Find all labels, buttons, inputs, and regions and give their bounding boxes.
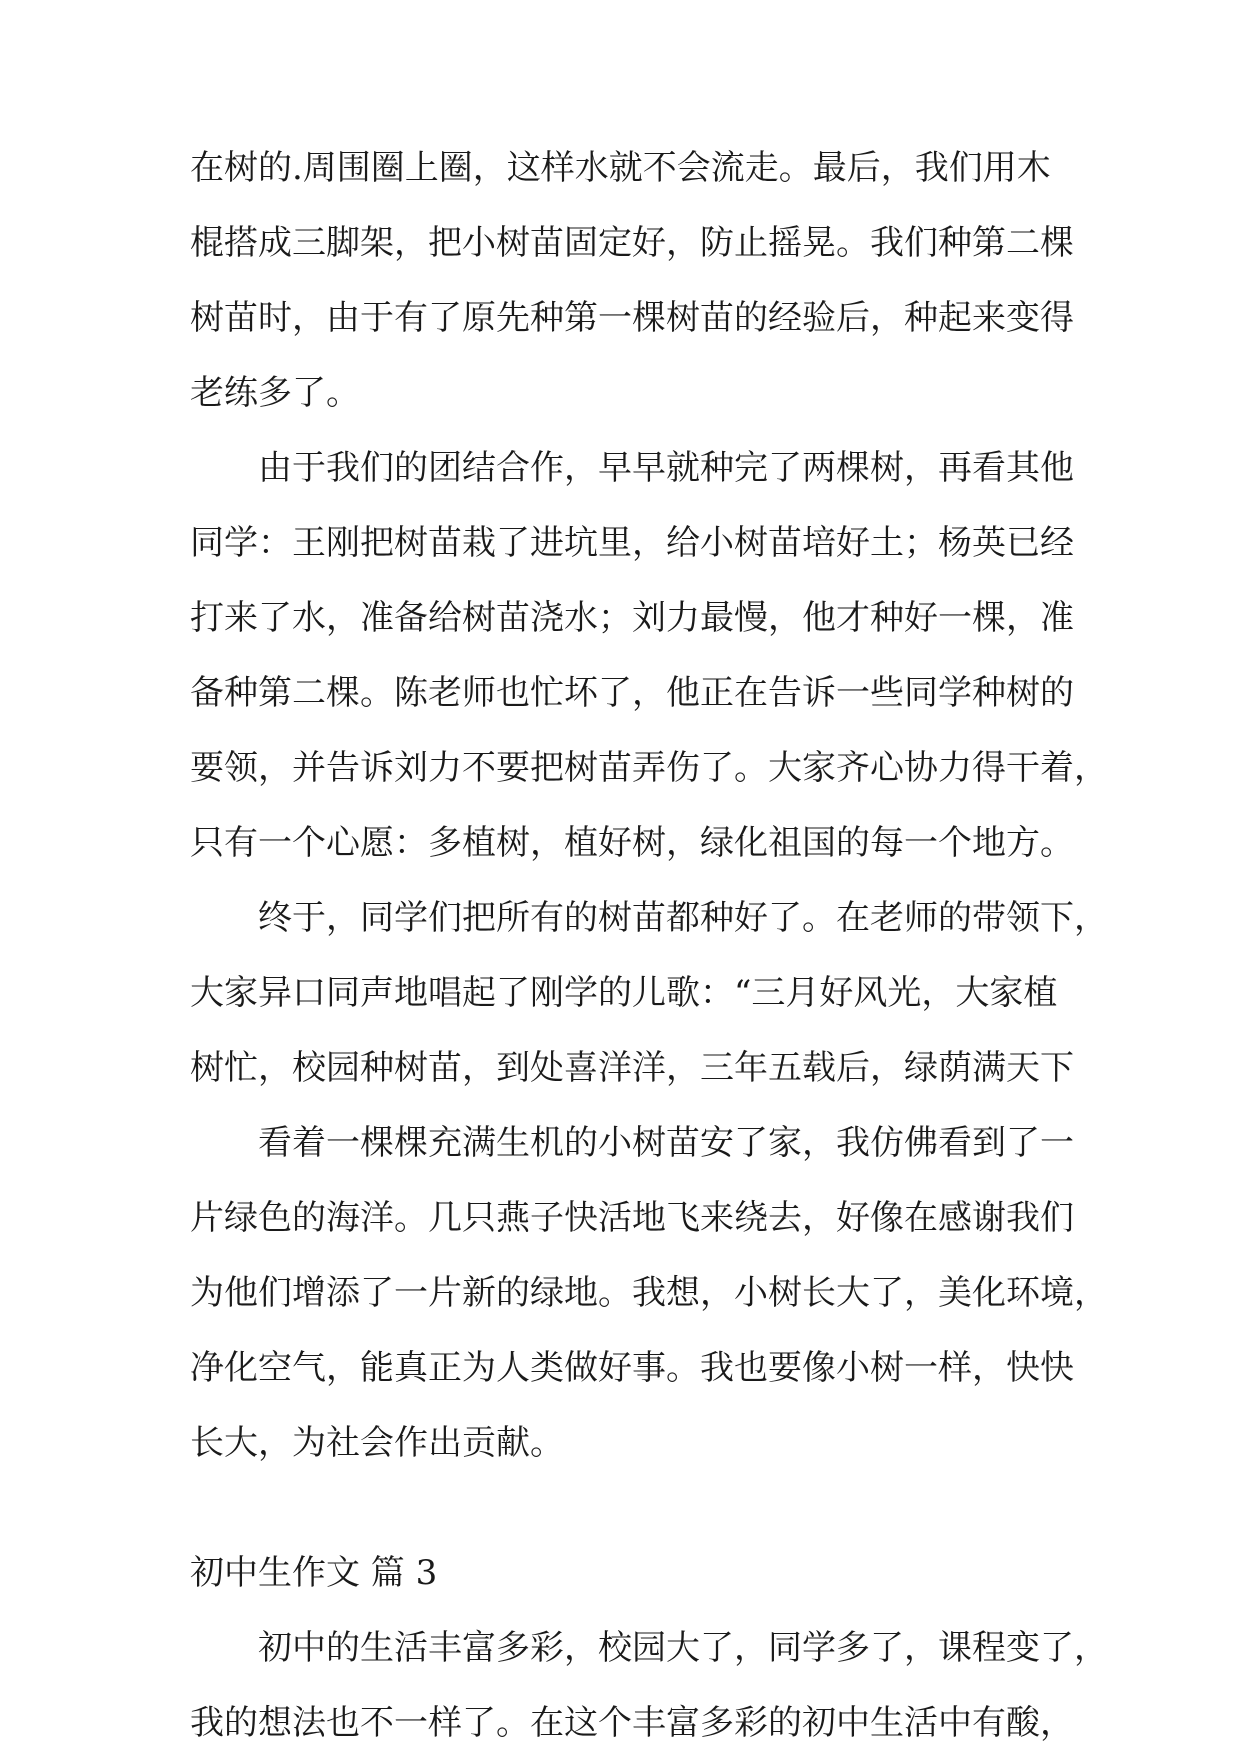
paragraph-line: 长大，为社会作出贡献。 [190,1423,564,1463]
paragraph-line: 我的想法也不一样了。在这个丰富多彩的初中生活中有酸， [190,1703,1074,1743]
paragraph-line: 净化空气，能真正为人类做好事。我也要像小树一样，快快 [190,1348,1074,1388]
paragraph-line: 棍搭成三脚架，把小树苗固定好，防止摇晃。我们种第二棵 [190,223,1074,263]
paragraph-line: 大家异口同声地唱起了刚学的儿歌：“三月好风光，大家植 [190,973,1058,1013]
paragraph-line: 片绿色的海洋。几只燕子快活地飞来绕去，好像在感谢我们 [190,1198,1074,1238]
paragraph-line: 树苗时，由于有了原先种第一棵树苗的经验后，种起来变得 [190,298,1074,338]
paragraph-line: 只有一个心愿：多植树，植好树，绿化祖国的每一个地方。 [190,823,1074,863]
paragraph-line: 老练多了。 [190,373,360,413]
paragraph-line: 树忙，校园种树苗，到处喜洋洋，三年五载后，绿荫满天下 [190,1048,1074,1088]
paragraph-line: 同学：王刚把树苗栽了进坑里，给小树苗培好土；杨英已经 [190,523,1074,563]
paragraph-line: 要领，并告诉刘力不要把树苗弄伤了。大家齐心协力得干着， [190,748,1108,788]
paragraph-line: 打来了水，准备给树苗浇水；刘力最慢，他才种好一棵，准 [190,598,1074,638]
paragraph-line: 备种第二棵。陈老师也忙坏了，他正在告诉一些同学种树的 [190,673,1074,713]
paragraph-line: 由于我们的团结合作，早早就种完了两棵树，再看其他 [258,448,1074,488]
paragraph-line: 终于，同学们把所有的树苗都种好了。在老师的带领下， [258,898,1108,938]
section-heading: 初中生作文 篇 3 [190,1553,438,1593]
paragraph-line: 看着一棵棵充满生机的小树苗安了家，我仿佛看到了一 [258,1123,1074,1163]
paragraph-line: 初中的生活丰富多彩，校园大了，同学多了，课程变了， [258,1628,1108,1668]
paragraph-line: 在树的.周围圈上圈，这样水就不会流走。最后，我们用木 [190,148,1051,188]
paragraph-line: 为他们增添了一片新的绿地。我想，小树长大了，美化环境， [190,1273,1108,1313]
